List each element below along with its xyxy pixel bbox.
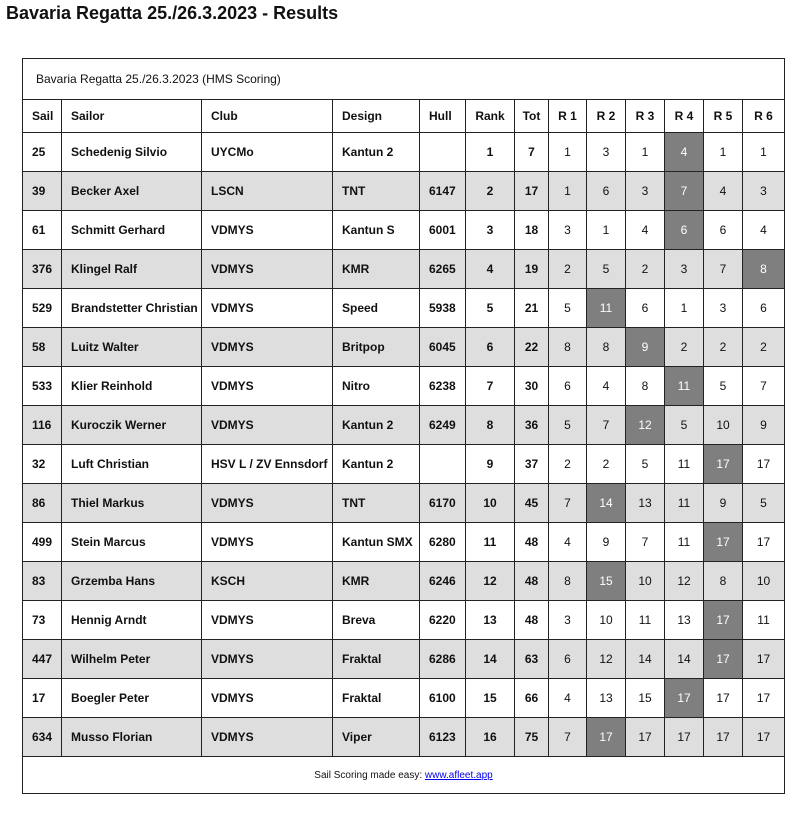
cell-design: Fraktal: [333, 679, 420, 718]
cell-race-discard: 4: [665, 133, 704, 172]
cell-race-discard: 9: [626, 328, 665, 367]
cell-race: 3: [743, 172, 785, 211]
results-table: [22, 58, 785, 794]
cell-club: VDMYS: [202, 211, 333, 250]
cell-race: 7: [587, 406, 626, 445]
cell-rank: 5: [466, 289, 515, 328]
column-header: Sail: [23, 100, 62, 133]
cell-race: 2: [704, 328, 743, 367]
cell-race-discard: 12: [626, 406, 665, 445]
cell-sailor: Luft Christian: [62, 445, 202, 484]
cell-sailor: Luitz Walter: [62, 328, 202, 367]
cell-race: 3: [587, 133, 626, 172]
cell-race: 11: [665, 484, 704, 523]
cell-race: 8: [626, 367, 665, 406]
cell-race: 7: [626, 523, 665, 562]
table-row: [23, 562, 785, 601]
cell-tot: 48: [515, 562, 549, 601]
cell-race: 6: [704, 211, 743, 250]
table-row: [23, 445, 785, 484]
cell-hull: [420, 133, 466, 172]
cell-sailor: Schmitt Gerhard: [62, 211, 202, 250]
cell-club: VDMYS: [202, 679, 333, 718]
cell-race: 6: [549, 640, 587, 679]
cell-race: 4: [549, 679, 587, 718]
cell-club: HSV L / ZV Ennsdorf: [202, 445, 333, 484]
cell-club: VDMYS: [202, 289, 333, 328]
cell-race: 11: [665, 523, 704, 562]
cell-race: 7: [743, 367, 785, 406]
cell-race: 17: [665, 718, 704, 757]
cell-sail: 529: [23, 289, 62, 328]
cell-race: 6: [626, 289, 665, 328]
cell-race: 5: [704, 367, 743, 406]
table-row: [23, 172, 785, 211]
cell-race: 9: [743, 406, 785, 445]
table-row: [23, 367, 785, 406]
cell-race: 13: [587, 679, 626, 718]
cell-race: 7: [704, 250, 743, 289]
footer: [23, 757, 785, 794]
cell-tot: 36: [515, 406, 549, 445]
cell-hull: 5938: [420, 289, 466, 328]
table-row: [23, 523, 785, 562]
cell-design: Nitro: [333, 367, 420, 406]
cell-tot: 21: [515, 289, 549, 328]
cell-rank: 13: [466, 601, 515, 640]
table-row: [23, 601, 785, 640]
cell-race: 5: [549, 289, 587, 328]
column-header: R 6: [743, 100, 785, 133]
cell-design: Britpop: [333, 328, 420, 367]
cell-hull: [420, 445, 466, 484]
cell-race-discard: 7: [665, 172, 704, 211]
cell-sailor: Hennig Arndt: [62, 601, 202, 640]
table-row: [23, 679, 785, 718]
cell-race: 17: [743, 679, 785, 718]
cell-design: Speed: [333, 289, 420, 328]
table-row: [23, 484, 785, 523]
cell-race: 11: [665, 445, 704, 484]
cell-club: VDMYS: [202, 367, 333, 406]
cell-tot: 45: [515, 484, 549, 523]
cell-club: KSCH: [202, 562, 333, 601]
cell-race: 2: [626, 250, 665, 289]
cell-race: 2: [587, 445, 626, 484]
table-row: [23, 406, 785, 445]
cell-tot: 75: [515, 718, 549, 757]
cell-race: 12: [665, 562, 704, 601]
cell-tot: 63: [515, 640, 549, 679]
cell-sailor: Wilhelm Peter: [62, 640, 202, 679]
cell-race: 1: [549, 172, 587, 211]
cell-race: 3: [549, 211, 587, 250]
cell-race: 10: [704, 406, 743, 445]
table-row: [23, 718, 785, 757]
cell-design: TNT: [333, 484, 420, 523]
cell-sail: 116: [23, 406, 62, 445]
cell-tot: 19: [515, 250, 549, 289]
cell-design: TNT: [333, 172, 420, 211]
cell-race: 4: [626, 211, 665, 250]
cell-hull: 6001: [420, 211, 466, 250]
cell-sailor: Becker Axel: [62, 172, 202, 211]
cell-race-discard: 17: [704, 523, 743, 562]
cell-sail: 25: [23, 133, 62, 172]
cell-race: 3: [626, 172, 665, 211]
cell-race-discard: 11: [587, 289, 626, 328]
cell-race: 8: [549, 328, 587, 367]
cell-club: VDMYS: [202, 484, 333, 523]
cell-rank: 10: [466, 484, 515, 523]
cell-tot: 17: [515, 172, 549, 211]
cell-hull: 6280: [420, 523, 466, 562]
cell-race: 14: [665, 640, 704, 679]
cell-hull: 6286: [420, 640, 466, 679]
cell-club: VDMYS: [202, 250, 333, 289]
cell-race-discard: 17: [587, 718, 626, 757]
cell-sailor: Klier Reinhold: [62, 367, 202, 406]
cell-hull: 6238: [420, 367, 466, 406]
column-header: Hull: [420, 100, 466, 133]
cell-race: 7: [549, 484, 587, 523]
cell-race: 4: [549, 523, 587, 562]
cell-rank: 1: [466, 133, 515, 172]
table-row: [23, 133, 785, 172]
cell-race: 13: [626, 484, 665, 523]
cell-tot: 48: [515, 523, 549, 562]
cell-club: VDMYS: [202, 718, 333, 757]
cell-race: 3: [549, 601, 587, 640]
cell-sailor: Klingel Ralf: [62, 250, 202, 289]
cell-sailor: Boegler Peter: [62, 679, 202, 718]
cell-race: 1: [549, 133, 587, 172]
cell-rank: 11: [466, 523, 515, 562]
cell-hull: 6123: [420, 718, 466, 757]
cell-design: Kantun 2: [333, 445, 420, 484]
cell-race: 5: [549, 406, 587, 445]
cell-tot: 30: [515, 367, 549, 406]
table-row: [23, 211, 785, 250]
table-row: [23, 250, 785, 289]
cell-race: 2: [549, 250, 587, 289]
cell-race: 1: [704, 133, 743, 172]
cell-race: 17: [743, 718, 785, 757]
column-header: R 2: [587, 100, 626, 133]
cell-race-discard: 8: [743, 250, 785, 289]
cell-design: Kantun 2: [333, 406, 420, 445]
cell-sail: 73: [23, 601, 62, 640]
cell-sail: 634: [23, 718, 62, 757]
cell-race: 2: [549, 445, 587, 484]
cell-design: Kantun S: [333, 211, 420, 250]
cell-race: 1: [665, 289, 704, 328]
cell-tot: 7: [515, 133, 549, 172]
cell-race: 3: [704, 289, 743, 328]
cell-race: 17: [743, 640, 785, 679]
cell-sailor: Grzemba Hans: [62, 562, 202, 601]
header-row: [23, 100, 785, 133]
cell-club: VDMYS: [202, 601, 333, 640]
cell-race: 17: [704, 679, 743, 718]
cell-rank: 8: [466, 406, 515, 445]
cell-race: 11: [626, 601, 665, 640]
cell-sailor: Brandstetter Christian: [62, 289, 202, 328]
cell-sail: 61: [23, 211, 62, 250]
cell-club: LSCN: [202, 172, 333, 211]
cell-sail: 39: [23, 172, 62, 211]
column-header: R 5: [704, 100, 743, 133]
cell-hull: 6100: [420, 679, 466, 718]
cell-hull: 6246: [420, 562, 466, 601]
cell-club: VDMYS: [202, 640, 333, 679]
cell-race: 3: [665, 250, 704, 289]
column-header: Tot: [515, 100, 549, 133]
footer-row: [23, 757, 785, 794]
cell-race: 7: [549, 718, 587, 757]
cell-race: 11: [743, 601, 785, 640]
cell-race: 4: [587, 367, 626, 406]
cell-race: 15: [626, 679, 665, 718]
table-caption: Bavaria Regatta 25./26.3.2023 (HMS Scoring): [23, 59, 785, 100]
cell-race: 2: [743, 328, 785, 367]
cell-race: 6: [743, 289, 785, 328]
cell-race: 17: [743, 445, 785, 484]
cell-sailor: Musso Florian: [62, 718, 202, 757]
page-title: Bavaria Regatta 25./26.3.2023 - Results: [6, 3, 339, 23]
cell-tot: 18: [515, 211, 549, 250]
cell-race: 10: [587, 601, 626, 640]
cell-race-discard: 17: [665, 679, 704, 718]
cell-sail: 533: [23, 367, 62, 406]
cell-sailor: Stein Marcus: [62, 523, 202, 562]
cell-tot: 22: [515, 328, 549, 367]
cell-sail: 376: [23, 250, 62, 289]
cell-design: Kantun SMX: [333, 523, 420, 562]
cell-hull: 6170: [420, 484, 466, 523]
table-row: [23, 289, 785, 328]
cell-hull: 6265: [420, 250, 466, 289]
cell-club: VDMYS: [202, 328, 333, 367]
cell-rank: 14: [466, 640, 515, 679]
cell-race: 10: [626, 562, 665, 601]
cell-race-discard: 6: [665, 211, 704, 250]
cell-race: 5: [743, 484, 785, 523]
column-header: Club: [202, 100, 333, 133]
cell-rank: 12: [466, 562, 515, 601]
cell-hull: 6147: [420, 172, 466, 211]
cell-sailor: Schedenig Silvio: [62, 133, 202, 172]
cell-race: 6: [549, 367, 587, 406]
cell-race: 13: [665, 601, 704, 640]
cell-race-discard: 17: [704, 445, 743, 484]
cell-tot: 37: [515, 445, 549, 484]
cell-race: 1: [743, 133, 785, 172]
cell-race: 8: [587, 328, 626, 367]
cell-sail: 58: [23, 328, 62, 367]
afleet-link[interactable]: www.afleet.app: [424, 769, 493, 781]
table-row: [23, 640, 785, 679]
cell-race: 4: [743, 211, 785, 250]
cell-design: Viper: [333, 718, 420, 757]
cell-race: 17: [704, 718, 743, 757]
cell-race-discard: 14: [587, 484, 626, 523]
cell-club: UYCMo: [202, 133, 333, 172]
cell-rank: 3: [466, 211, 515, 250]
cell-race: 10: [743, 562, 785, 601]
cell-rank: 2: [466, 172, 515, 211]
cell-race: 5: [665, 406, 704, 445]
cell-race-discard: 15: [587, 562, 626, 601]
cell-sailor: Thiel Markus: [62, 484, 202, 523]
cell-design: Fraktal: [333, 640, 420, 679]
cell-sail: 32: [23, 445, 62, 484]
cell-sail: 17: [23, 679, 62, 718]
cell-club: VDMYS: [202, 523, 333, 562]
cell-tot: 48: [515, 601, 549, 640]
cell-sail: 86: [23, 484, 62, 523]
cell-design: KMR: [333, 562, 420, 601]
table-row: [23, 328, 785, 367]
cell-rank: 9: [466, 445, 515, 484]
cell-race: 12: [587, 640, 626, 679]
cell-sail: 499: [23, 523, 62, 562]
cell-sailor: Kuroczik Werner: [62, 406, 202, 445]
column-header: Rank: [466, 100, 515, 133]
cell-hull: 6249: [420, 406, 466, 445]
column-header: Design: [333, 100, 420, 133]
cell-race: 8: [704, 562, 743, 601]
cell-rank: 15: [466, 679, 515, 718]
cell-race: 1: [626, 133, 665, 172]
cell-race: 14: [626, 640, 665, 679]
cell-sail: 83: [23, 562, 62, 601]
cell-sail: 447: [23, 640, 62, 679]
column-header: R 4: [665, 100, 704, 133]
column-header: R 3: [626, 100, 665, 133]
cell-rank: 7: [466, 367, 515, 406]
cell-race: 1: [587, 211, 626, 250]
cell-race-discard: 17: [704, 601, 743, 640]
cell-race: 17: [743, 523, 785, 562]
cell-club: VDMYS: [202, 406, 333, 445]
cell-rank: 16: [466, 718, 515, 757]
cell-race-discard: 11: [665, 367, 704, 406]
cell-race: 17: [626, 718, 665, 757]
column-header: R 1: [549, 100, 587, 133]
table-caption-row: [23, 59, 785, 100]
cell-design: KMR: [333, 250, 420, 289]
cell-race: 8: [549, 562, 587, 601]
column-header: Sailor: [62, 100, 202, 133]
cell-race: 9: [587, 523, 626, 562]
footer-text: Sail Scoring made easy:: [314, 769, 425, 781]
cell-tot: 66: [515, 679, 549, 718]
cell-rank: 6: [466, 328, 515, 367]
cell-design: Kantun 2: [333, 133, 420, 172]
cell-design: Breva: [333, 601, 420, 640]
cell-race: 6: [587, 172, 626, 211]
cell-race-discard: 17: [704, 640, 743, 679]
cell-race: 5: [587, 250, 626, 289]
cell-race: 9: [704, 484, 743, 523]
cell-race: 5: [626, 445, 665, 484]
cell-hull: 6220: [420, 601, 466, 640]
cell-hull: 6045: [420, 328, 466, 367]
cell-race: 4: [704, 172, 743, 211]
cell-rank: 4: [466, 250, 515, 289]
cell-race: 2: [665, 328, 704, 367]
